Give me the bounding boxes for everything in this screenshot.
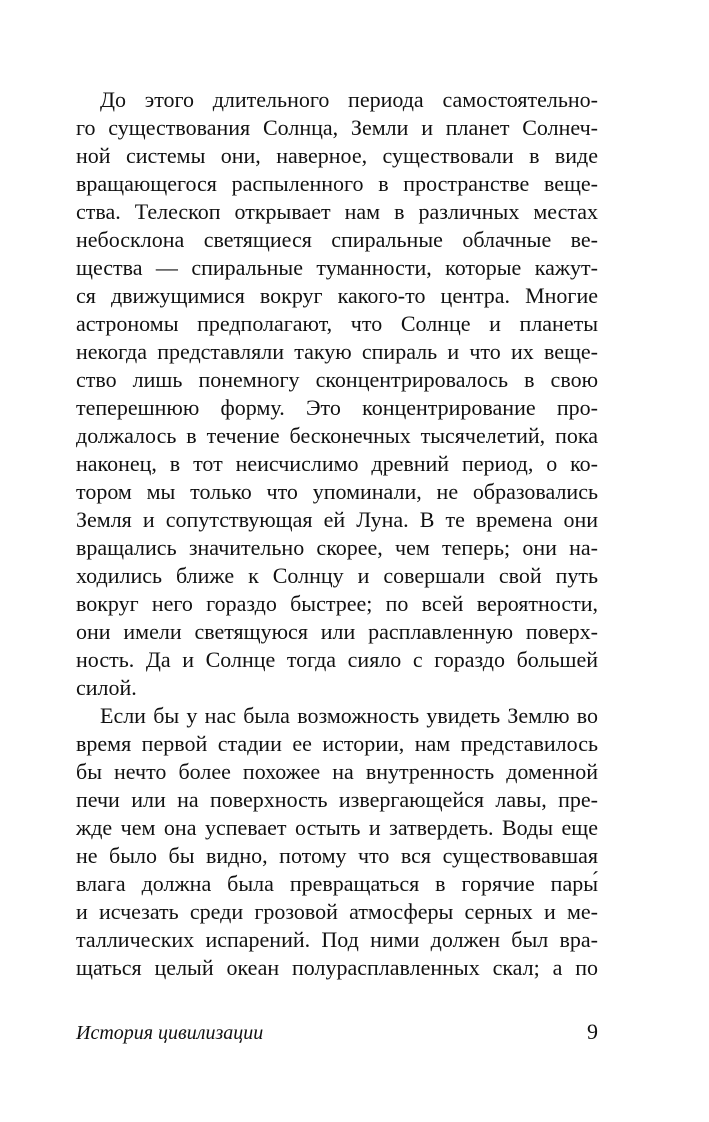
text-line: некогда представляли такую спираль и что их веще- [76, 339, 598, 364]
text-line: ся движущимися вокруг какого-то центра. Многие [76, 283, 598, 308]
text-line: вокруг него гораздо быстрее; по всей вероятности, [76, 591, 598, 616]
body-text [76, 86, 598, 982]
text-line: они имели светящуюся или расплавленную поверх- [76, 619, 598, 644]
text-line: Если бы у нас была возможность увидеть Землю во [100, 703, 598, 728]
page-number: 9 [587, 1019, 598, 1044]
text-line: жде чем она успевает остыть и затвердеть. Воды еще [76, 815, 598, 840]
paragraph-2 [76, 702, 598, 982]
text-line: время первой стадии ее истории, нам представилось [76, 731, 598, 756]
text-line: небосклона светящиеся спиральные облачные ве- [76, 227, 598, 252]
page-footer [76, 1018, 598, 1048]
text-line: щества — спиральные туманности, которые кажут- [76, 255, 598, 280]
paragraph-1 [76, 86, 598, 702]
text-line: печи или на поверхность извергающейся лавы, пре- [76, 787, 598, 812]
text-line: не было бы видно, потому что вся существовавшая [76, 843, 598, 868]
running-title: История цивилизации [76, 1022, 264, 1044]
text-line: влага должна была превращаться в горячие пары́ [76, 871, 598, 896]
text-line: тором мы только что упоминали, не образовались [76, 479, 598, 504]
text-line: До этого длительного периода самостоятельно- [100, 87, 598, 112]
text-line: ность. Да и Солнце тогда сияло с гораздо большей [76, 647, 598, 672]
text-line: вращались значительно скорее, чем теперь; они на- [76, 535, 598, 560]
text-line: ной системы они, наверное, существовали в виде [76, 143, 598, 168]
text-line: и исчезать среди грозовой атмосферы серных и ме- [76, 899, 598, 924]
text-line: ства. Телескоп открывает нам в различных местах [76, 199, 598, 224]
text-line: Земля и сопутствующая ей Луна. В те времена они [76, 507, 598, 532]
text-line: щаться целый океан полурасплавленных скал; а по [76, 955, 598, 980]
text-line: должалось в течение бесконечных тысячелетий, пока [76, 423, 598, 448]
text-line: силой. [76, 675, 137, 700]
text-line: вращающегося распыленного в пространстве веще- [76, 171, 598, 196]
text-line: таллических испарений. Под ними должен был вра- [76, 927, 598, 952]
text-line: астрономы предполагают, что Солнце и планеты [76, 311, 598, 336]
text-line: бы нечто более похожее на внутренность доменной [76, 759, 598, 784]
text-line: теперешнюю форму. Это концентрирование про- [76, 395, 598, 420]
text-line: наконец, в тот неисчислимо древний период, о ко- [76, 451, 598, 476]
text-line: ство лишь понемногу сконцентрировалось в свою [76, 367, 598, 392]
text-line: ходились ближе к Солнцу и совершали свой путь [76, 563, 598, 588]
text-line: го существования Солнца, Земли и планет Солнеч- [76, 115, 598, 140]
